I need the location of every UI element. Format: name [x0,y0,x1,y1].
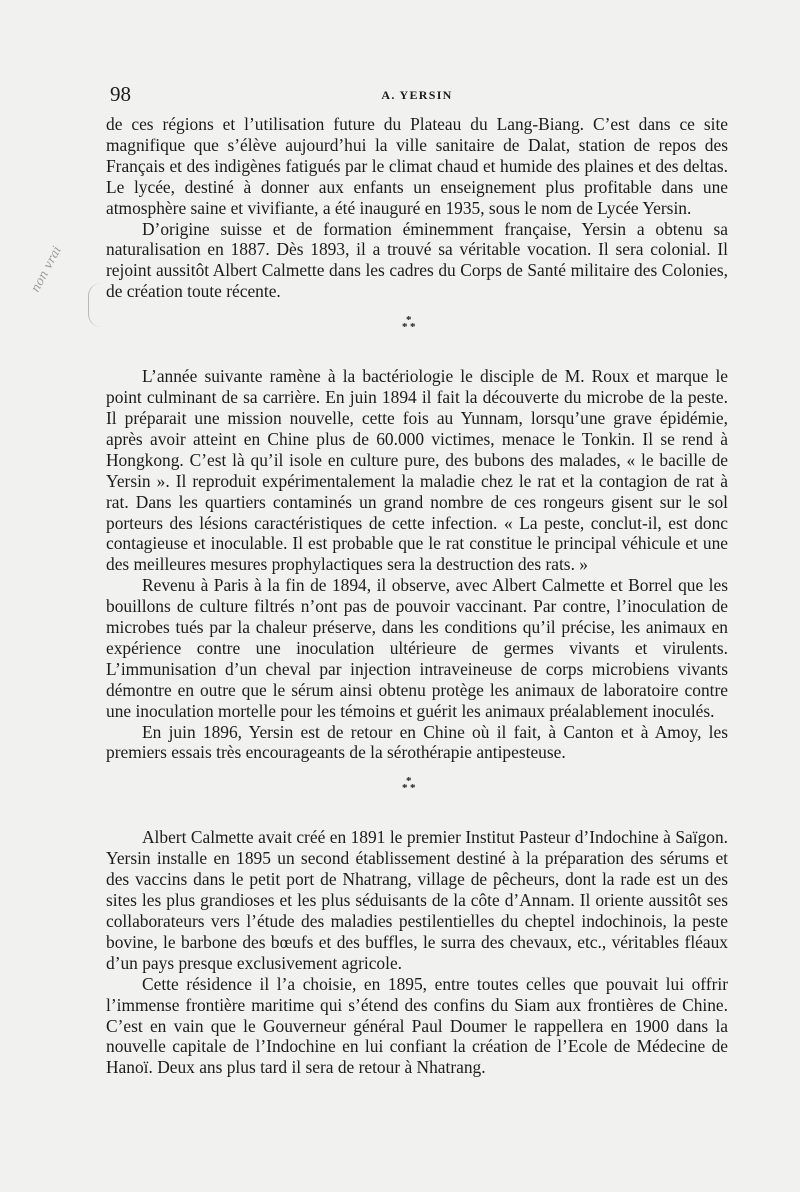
asterism-star-left: * [402,321,408,334]
paragraph-immunisation: Revenu à Paris à la fin de 1894, il observe, avec Albert Calmette et Borrel que les bouillons de culture filtrés n’ont pas de pouvoir vaccinant. Par contre, l’inoculation de microbes tués par la chaleur préserve, dans les conditions qu’il précise, les animaux en expérience contre une inoculation ultérieure de germes vivants et virulents. L’immunisation d’un cheval par injection intraveineuse de corps microbiens vivants démontre en outre que le sérum ainsi obtenu protège les animaux de laboratoire contre une inoculation mortelle pour les témoins et guérit les animaux préalablement inoculés. [106,575,728,721]
section-divider-asterism [106,763,728,827]
section-two [106,366,728,763]
paragraph-continuation: de ces régions et l’utilisation future du Plateau du Lang-Biang. C’est dans ce site magnifique que s’élève aujourd’hui la ville sanitaire de Dalat, station de repos des Français et des indigènes fatigués par le climat chaud et humide des plaines et des deltas. Le lycée, destiné à donner aux enfants un enseignement plus profitable dans une atmosphère saine et vivifiante, a été inauguré en 1935, sous le nom de Lycée Yersin. [106,114,728,218]
handwritten-bracket-mark [88,283,101,327]
asterism-star-right: * [410,321,416,334]
section-divider-asterism [106,302,728,366]
paragraph-institut-pasteur: Albert Calmette avait créé en 1891 le premier Institut Pasteur d’Indochine à Saïgon. Yersin installe en 1895 un second établissement destiné à la préparation des sérums et des vaccins dans le petit port de Nhatrang, village de pêcheurs, dont la rade est un des sites les plus grandioses et les plus séduisants de la côte d’Annam. Il oriente aussitôt ses collaborateurs vers l’étude des maladies pestilentielles du cheptel indochinois, la peste bovine, le barbone des bœufs et des buffles, le surra des chevaux, etc., véritables fléaux d’un pays presque exclusivement agricole. [106,827,728,973]
page-number: 98 [110,82,131,106]
running-head: A. YERSIN [381,88,453,102]
page-header [106,80,728,114]
asterism-star-top: * [406,314,412,327]
paragraph-serotherapy: En juin 1896, Yersin est de retour en Chine où il fait, à Canton et à Amoy, les premiers essais très encourageants de la sérothérapie antipesteuse. [106,721,728,763]
asterism-star-left: * [402,782,408,795]
asterism-star-right: * [410,782,416,795]
book-page [106,80,728,1078]
paragraph-naturalisation: D’origine suisse et de formation éminemment française, Yersin a obtenu sa naturalisation en 1887. Dès 1893, il a trouvé sa véritable vocation. Il sera colonial. Il rejoint aussitôt Albert Calmette dans les cadres du Corps de Santé militaire des Colonies, de création toute récente. [106,218,728,302]
section-three [106,827,728,1078]
paragraph-plague-discovery: L’année suivante ramène à la bactériologie le disciple de M. Roux et marque le point culminant de sa carrière. En juin 1894 il fait la découverte du microbe de la peste. Il préparait une mission nouvelle, cette fois au Yunnam, lorsqu’une grave épidémie, après avoir atteint en Chine plus de 60.000 victimes, menace le Tonkin. Il se rend à Hongkong. C’est là qu’il isole en culture pure, des bubons des malades, « le bacille de Yersin ». Il reproduit expérimentalement la maladie chez le rat et la contagion de rat à rat. Dans les quartiers contaminés un grand nombre de ces rongeurs gisent sur le sol porteurs des lésions caractéristiques de cette infection. « La peste, conclut-il, est donc contagieuse et inoculable. Il est probable que le rat constitue le principal véhicule et une des meilleures mesures prophylactiques sera la destruction des rats. » [106,366,728,575]
handwritten-margin-note: non vrai [28,243,64,295]
asterism-star-top: * [406,775,412,788]
paragraph-nhatrang-residence: Cette résidence il l’a choisie, en 1895, entre toutes celles que pouvait lui offrir l’immense frontière maritime qui s’étend des confins du Siam aux frontières de Chine. C’est en vain que le Gouverneur général Paul Doumer le rappellera en 1900 dans la nouvelle capitale de l’Indochine en lui confiant la création de l’Ecole de Médecine de Hanoï. Deux ans plus tard il sera de retour à Nhatrang. [106,973,728,1078]
section-one [106,114,728,302]
